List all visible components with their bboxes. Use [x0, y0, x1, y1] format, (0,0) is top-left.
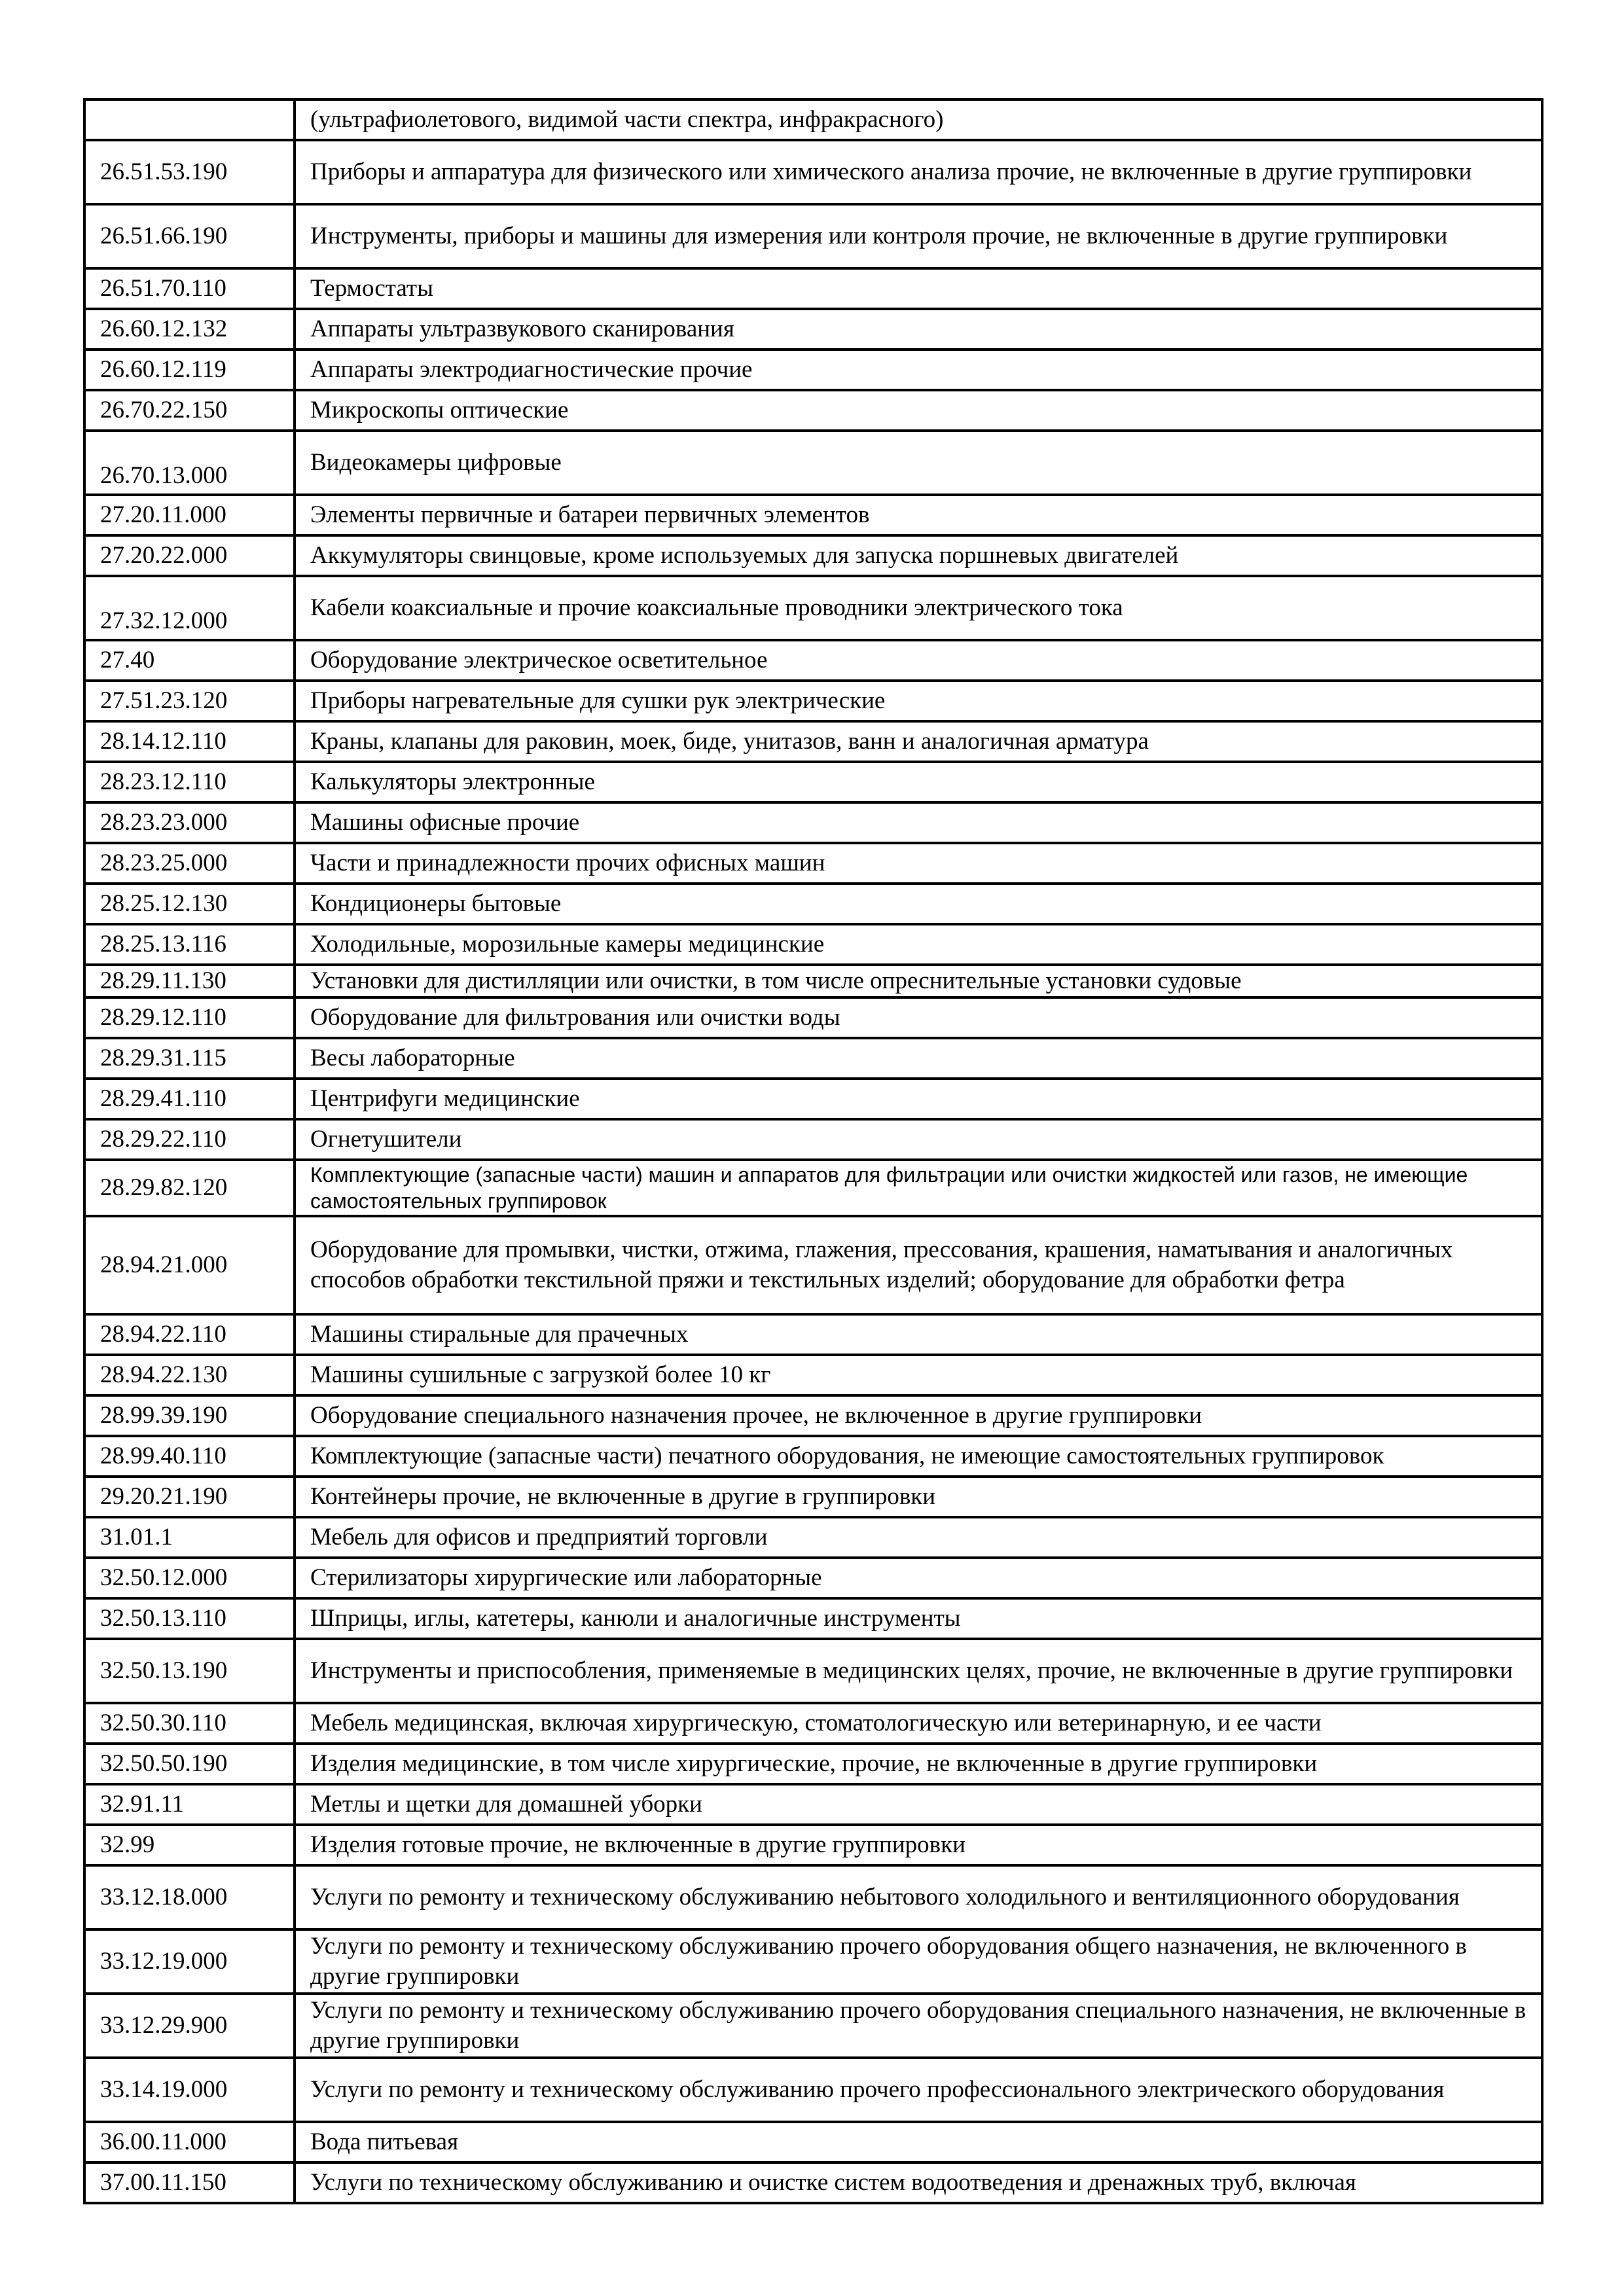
- table-row: [84, 1994, 1542, 2058]
- table-row: [84, 2122, 1542, 2162]
- okpd-code-cell: 27.20.11.000: [84, 495, 295, 535]
- table-row: [84, 640, 1542, 681]
- table-row: [84, 1865, 1542, 1929]
- item-description-cell: Машины офисные прочие: [295, 802, 1542, 843]
- okpd-code-cell: 32.50.30.110: [84, 1703, 295, 1744]
- okpd-code-cell: 28.29.22.110: [84, 1119, 295, 1160]
- item-description-cell: Инструменты, приборы и машины для измерения или контроля прочие, не включенные в другие группировки: [295, 204, 1542, 268]
- table-row: [84, 1160, 1542, 1216]
- table-row: [84, 1216, 1542, 1314]
- table-row: [84, 1314, 1542, 1355]
- table-row: [84, 309, 1542, 350]
- item-description-cell: Термостаты: [295, 268, 1542, 309]
- item-description-cell: Установки для дистилляции или очистки, в том числе опреснительные установки судовые: [295, 965, 1542, 997]
- okpd-code-cell: 32.50.50.190: [84, 1744, 295, 1784]
- item-description-cell: Микроскопы оптические: [295, 390, 1542, 431]
- okpd-code-cell: 27.40: [84, 640, 295, 681]
- item-description-cell: Изделия готовые прочие, не включенные в другие группировки: [295, 1825, 1542, 1865]
- table-row: [84, 576, 1542, 640]
- table-row: [84, 1598, 1542, 1639]
- table-row: [84, 721, 1542, 762]
- okpd-code-cell: 28.25.13.116: [84, 924, 295, 965]
- item-description-cell: Инструменты и приспособления, применяемые в медицинских целях, прочие, не включенные в другие группировки: [295, 1639, 1542, 1703]
- item-description-cell: Комплектующие (запасные части) печатного оборудования, не имеющие самостоятельных группировок: [295, 1436, 1542, 1477]
- table-row: [84, 1784, 1542, 1825]
- table-row: [84, 884, 1542, 924]
- item-description-cell: Изделия медицинские, в том числе хирургические, прочие, не включенные в другие группировки: [295, 1744, 1542, 1784]
- table-row: [84, 802, 1542, 843]
- item-description-cell: Огнетушители: [295, 1119, 1542, 1160]
- okpd-code-cell: 28.94.22.110: [84, 1314, 295, 1355]
- okpd-code-cell: 28.29.82.120: [84, 1160, 295, 1216]
- item-description-cell: Оборудование для промывки, чистки, отжима, глажения, прессования, крашения, наматывания и аналогичных способов обработки текстильной пряжи и текстильных изделий; оборудование для обработки фетра: [295, 1216, 1542, 1314]
- okpd-code-cell: 28.25.12.130: [84, 884, 295, 924]
- okpd-code-cell: 36.00.11.000: [84, 2122, 295, 2162]
- okpd-code-cell: 28.14.12.110: [84, 721, 295, 762]
- item-description-cell: Части и принадлежности прочих офисных машин: [295, 843, 1542, 884]
- okpd-code-cell: 27.20.22.000: [84, 535, 295, 576]
- okpd-code-cell: 33.12.18.000: [84, 1865, 295, 1929]
- item-description-cell: Калькуляторы электронные: [295, 762, 1542, 802]
- okpd-code-cell: 28.94.22.130: [84, 1355, 295, 1395]
- item-description-cell: Кондиционеры бытовые: [295, 884, 1542, 924]
- table-row: [84, 431, 1542, 495]
- okpd-code-cell: 28.23.12.110: [84, 762, 295, 802]
- item-description-cell: Аккумуляторы свинцовые, кроме используемых для запуска поршневых двигателей: [295, 535, 1542, 576]
- okpd-code-cell: 32.91.11: [84, 1784, 295, 1825]
- table-row: [84, 1079, 1542, 1119]
- okpd-code-cell: 26.51.66.190: [84, 204, 295, 268]
- okpd-code-cell: 28.29.12.110: [84, 997, 295, 1038]
- okpd-code-cell: 32.50.13.110: [84, 1598, 295, 1639]
- table-row: [84, 99, 1542, 140]
- item-description-cell: Мебель медицинская, включая хирургическую, стоматологическую или ветеринарную, и ее части: [295, 1703, 1542, 1744]
- table-row: [84, 843, 1542, 884]
- okpd-code-cell: 32.50.12.000: [84, 1558, 295, 1598]
- item-description-cell: Шприцы, иглы, катетеры, канюли и аналогичные инструменты: [295, 1598, 1542, 1639]
- item-description-cell: Услуги по техническому обслуживанию и очистке систем водоотведения и дренажных труб, включая: [295, 2162, 1542, 2203]
- item-description-cell: Элементы первичные и батареи первичных элементов: [295, 495, 1542, 535]
- table-row: [84, 204, 1542, 268]
- okpd-code-cell: 26.60.12.119: [84, 350, 295, 390]
- okpd-code-cell: 31.01.1: [84, 1517, 295, 1558]
- okpd-code-cell: 28.94.21.000: [84, 1216, 295, 1314]
- item-description-cell: Весы лабораторные: [295, 1038, 1542, 1079]
- item-description-cell: Машины стиральные для прачечных: [295, 1314, 1542, 1355]
- item-description-cell: Кабели коаксиальные и прочие коаксиальные проводники электрического тока: [295, 576, 1542, 640]
- okpd-code-cell: 27.32.12.000: [84, 576, 295, 640]
- item-description-cell: Контейнеры прочие, не включенные в другие в группировки: [295, 1477, 1542, 1517]
- item-description-cell: Аппараты ультразвукового сканирования: [295, 309, 1542, 350]
- okpd-code-cell: 32.99: [84, 1825, 295, 1865]
- okpd-code-cell: 33.12.19.000: [84, 1929, 295, 1994]
- table-row: [84, 1355, 1542, 1395]
- okpd-code-cell: 33.12.29.900: [84, 1994, 295, 2058]
- table-body: [84, 99, 1542, 2203]
- item-description-cell: Метлы и щетки для домашней уборки: [295, 1784, 1542, 1825]
- item-description-cell: Аппараты электродиагностические прочие: [295, 350, 1542, 390]
- okpd-code-cell: 29.20.21.190: [84, 1477, 295, 1517]
- table-row: [84, 1517, 1542, 1558]
- table-row: [84, 1119, 1542, 1160]
- item-description-cell: Приборы нагревательные для сушки рук электрические: [295, 681, 1542, 721]
- item-description-cell: Вода питьевая: [295, 2122, 1542, 2162]
- okpd-code-cell: 28.99.39.190: [84, 1395, 295, 1436]
- table-row: [84, 1038, 1542, 1079]
- okpd-code-cell: 28.23.25.000: [84, 843, 295, 884]
- item-description-cell: Машины сушильные с загрузкой более 10 кг: [295, 1355, 1542, 1395]
- item-description-cell: Услуги по ремонту и техническому обслуживанию прочего оборудования специального назначения, не включенные в другие группировки: [295, 1994, 1542, 2058]
- table-row: [84, 1825, 1542, 1865]
- table-row: [84, 390, 1542, 431]
- table-row: [84, 762, 1542, 802]
- table-row: [84, 1639, 1542, 1703]
- okpd-code-cell: 27.51.23.120: [84, 681, 295, 721]
- table-row: [84, 924, 1542, 965]
- item-description-cell: Холодильные, морозильные камеры медицинские: [295, 924, 1542, 965]
- okpd-code-cell: 28.29.31.115: [84, 1038, 295, 1079]
- item-description-cell: Стерилизаторы хирургические или лабораторные: [295, 1558, 1542, 1598]
- item-description-cell: Комплектующие (запасные части) машин и аппаратов для фильтрации или очистки жидкостей или газов, не имеющие самостоятельных группировок: [295, 1160, 1542, 1216]
- item-description-cell: Краны, клапаны для раковин, моек, биде, унитазов, ванн и аналогичная арматура: [295, 721, 1542, 762]
- item-description-cell: Центрифуги медицинские: [295, 1079, 1542, 1119]
- okpd-code-cell: 32.50.13.190: [84, 1639, 295, 1703]
- table-row: [84, 1477, 1542, 1517]
- table-row: [84, 965, 1542, 997]
- item-description-cell: Оборудование специального назначения прочее, не включенное в другие группировки: [295, 1395, 1542, 1436]
- item-description-cell: Услуги по ремонту и техническому обслуживанию прочего профессионального электрического оборудования: [295, 2058, 1542, 2122]
- okpd-code-cell: 28.29.11.130: [84, 965, 295, 997]
- table-row: [84, 350, 1542, 390]
- item-description-cell: Оборудование электрическое осветительное: [295, 640, 1542, 681]
- table-row: [84, 140, 1542, 204]
- table-row: [84, 535, 1542, 576]
- table-row: [84, 997, 1542, 1038]
- table-row: [84, 1395, 1542, 1436]
- item-description-cell: Приборы и аппаратура для физического или химического анализа прочие, не включенные в другие группировки: [295, 140, 1542, 204]
- item-description-cell: Услуги по ремонту и техническому обслуживанию небытового холодильного и вентиляционного оборудования: [295, 1865, 1542, 1929]
- table-row: [84, 681, 1542, 721]
- okpd-code-cell: [84, 99, 295, 140]
- okpd-code-cell: 26.70.22.150: [84, 390, 295, 431]
- item-description-cell: Видеокамеры цифровые: [295, 431, 1542, 495]
- okpd-code-table: [83, 98, 1543, 2204]
- okpd-code-cell: 28.23.23.000: [84, 802, 295, 843]
- item-description-cell: Мебель для офисов и предприятий торговли: [295, 1517, 1542, 1558]
- okpd-code-cell: 37.00.11.150: [84, 2162, 295, 2203]
- okpd-code-cell: 33.14.19.000: [84, 2058, 295, 2122]
- table-row: [84, 1436, 1542, 1477]
- okpd-code-cell: 26.51.53.190: [84, 140, 295, 204]
- item-description-cell: Оборудование для фильтрования или очистки воды: [295, 997, 1542, 1038]
- table-row: [84, 1703, 1542, 1744]
- table-row: [84, 268, 1542, 309]
- item-description-cell: (ультрафиолетового, видимой части спектра, инфракрасного): [295, 99, 1542, 140]
- table-row: [84, 2162, 1542, 2203]
- table-row: [84, 1558, 1542, 1598]
- table-row: [84, 495, 1542, 535]
- item-description-cell: Услуги по ремонту и техническому обслуживанию прочего оборудования общего назначения, не включенного в другие группировки: [295, 1929, 1542, 1994]
- table-row: [84, 2058, 1542, 2122]
- table-row: [84, 1744, 1542, 1784]
- okpd-code-cell: 26.70.13.000: [84, 431, 295, 495]
- okpd-code-cell: 26.60.12.132: [84, 309, 295, 350]
- okpd-code-cell: 28.29.41.110: [84, 1079, 295, 1119]
- table-row: [84, 1929, 1542, 1994]
- okpd-code-cell: 26.51.70.110: [84, 268, 295, 309]
- okpd-code-cell: 28.99.40.110: [84, 1436, 295, 1477]
